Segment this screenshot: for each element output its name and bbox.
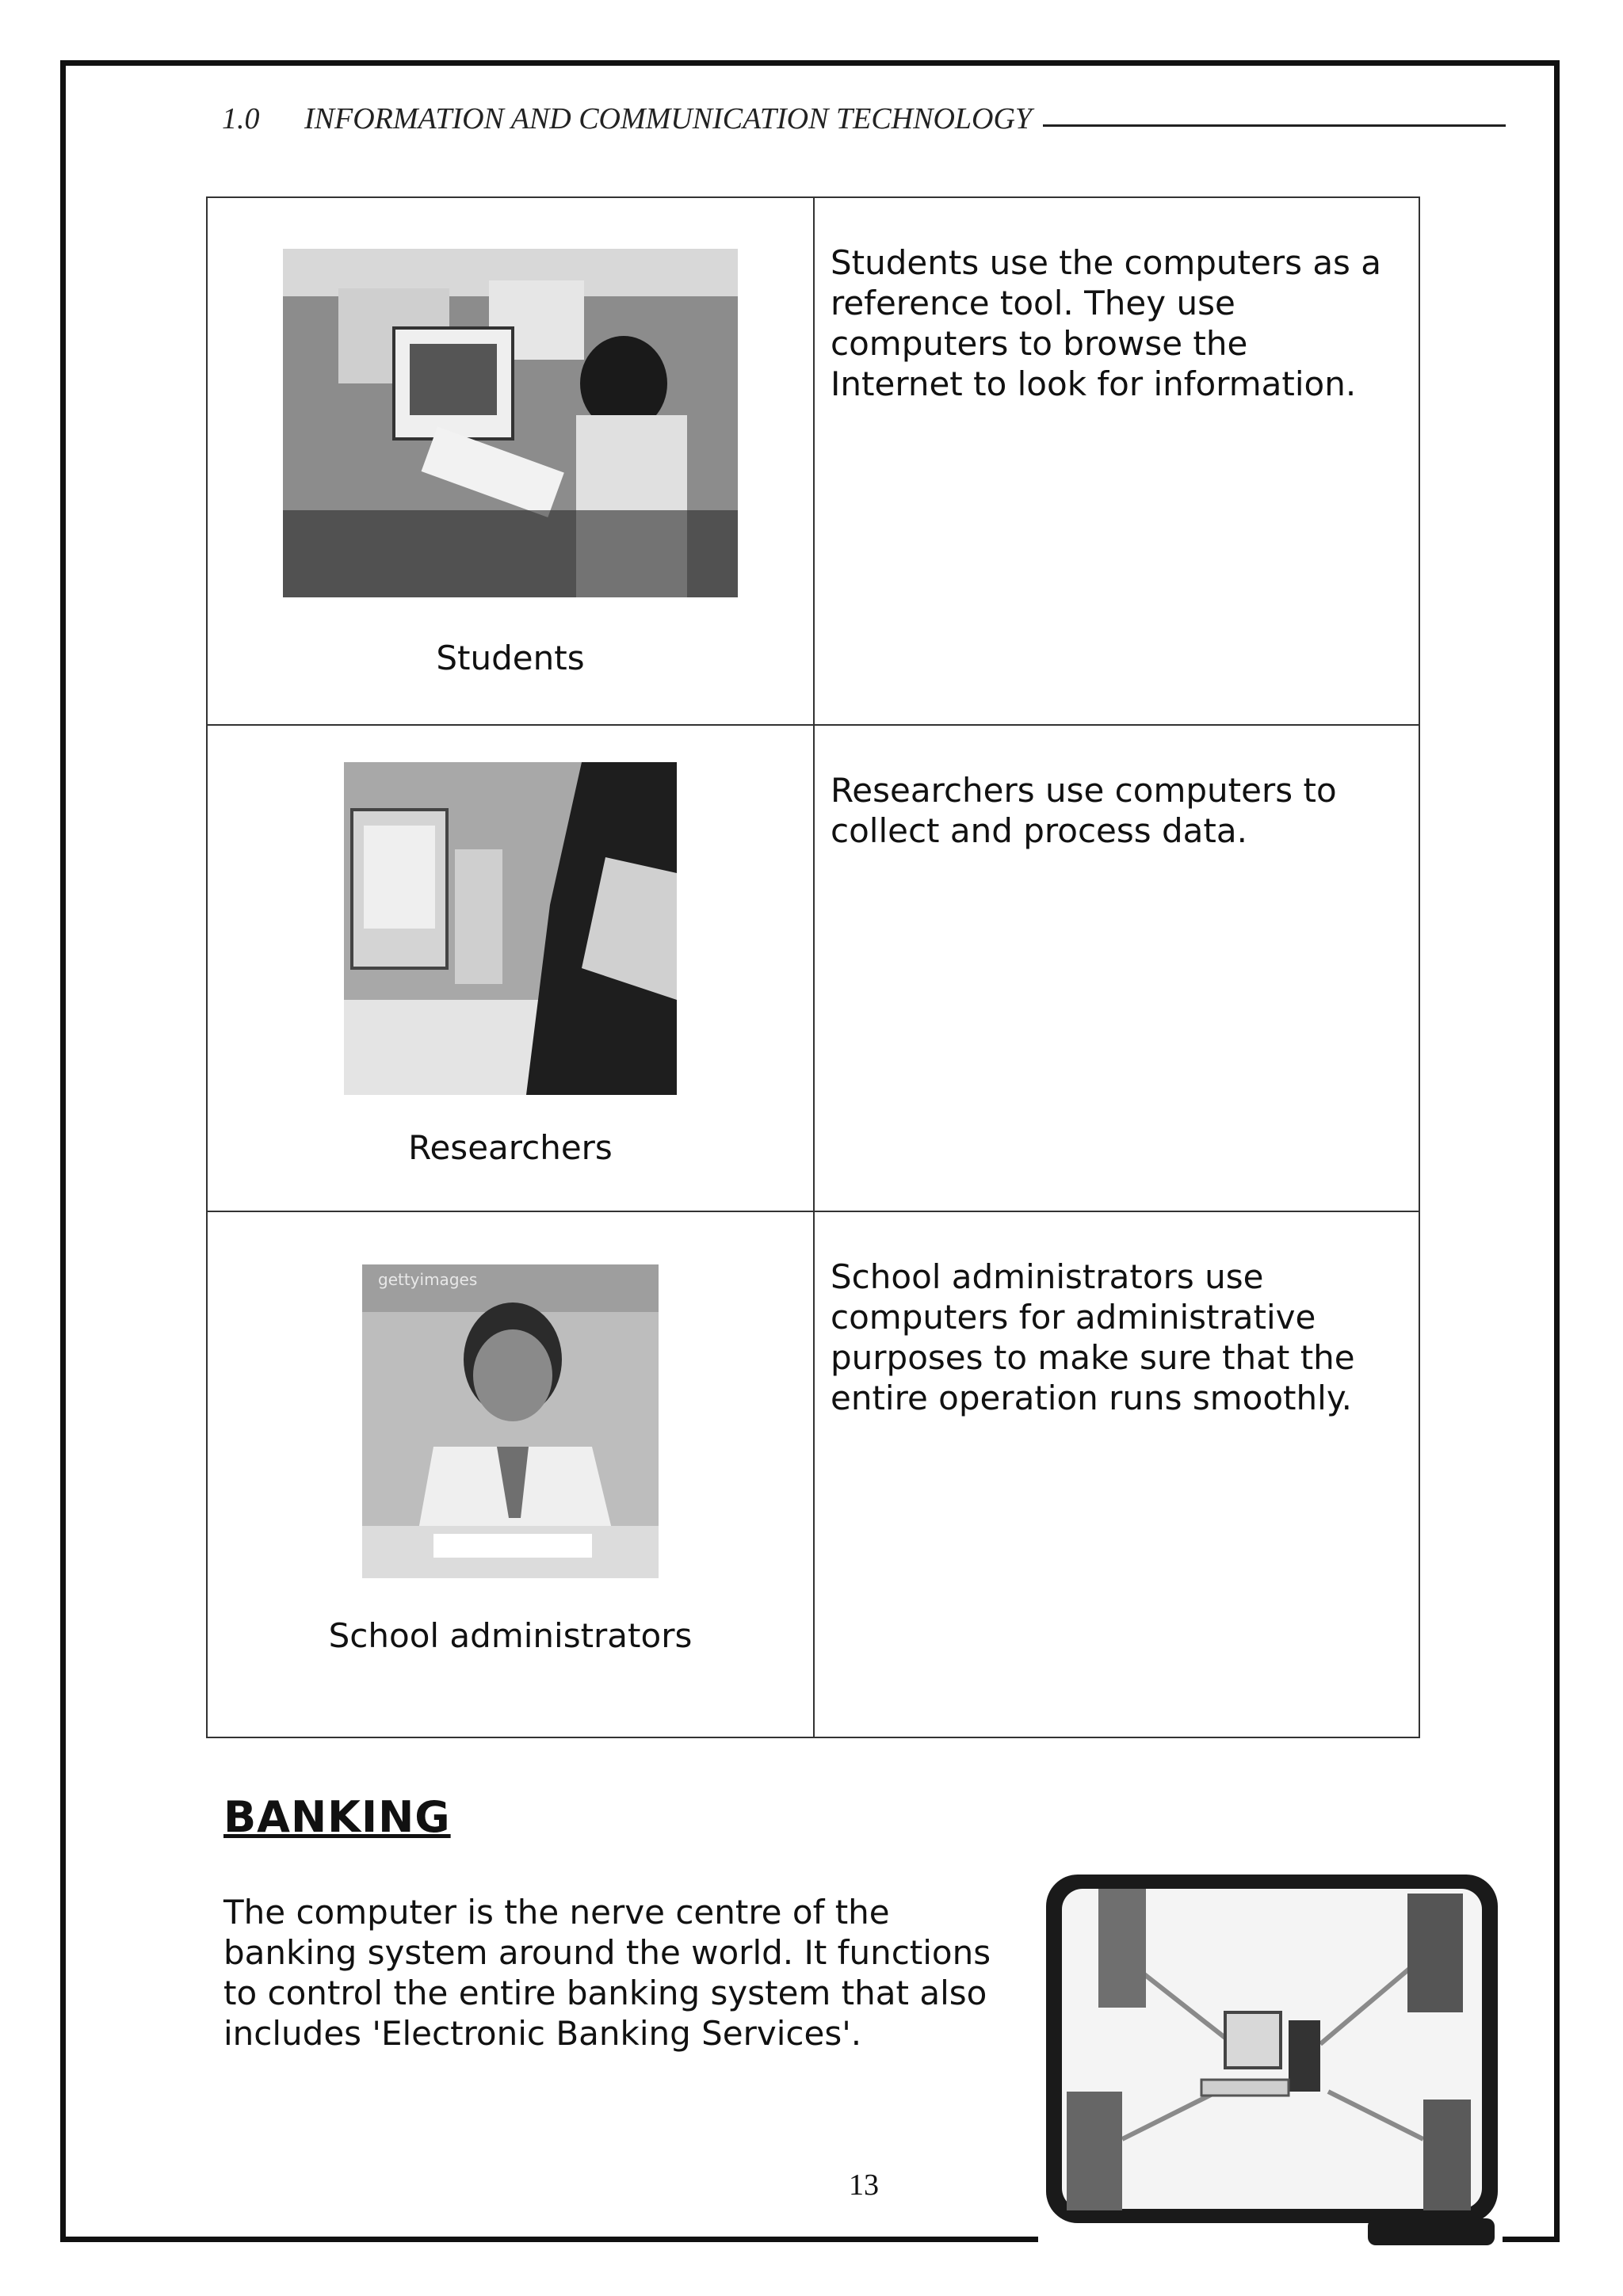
students-computer-lab-photo [283, 249, 738, 597]
table-row [207, 725, 1419, 1211]
description-cell: Researchers use computers to collect and process data. [814, 725, 1419, 1211]
banking-network-illustration [1035, 1870, 1506, 2247]
banking-paragraph: The computer is the nerve centre of the banking system around the world. It functions to control the entire banking system that also includes 'Electronic Banking Services'. [223, 1893, 991, 2053]
image-cell [207, 725, 814, 1211]
image-caption: School administrators [328, 1616, 693, 1655]
header-rule [1043, 124, 1506, 127]
image-caption: Students [436, 639, 585, 677]
researcher-lab-photo [344, 762, 677, 1095]
page-number: 13 [849, 2168, 879, 2202]
watermark-text: gettyimages [378, 1270, 478, 1289]
computer-users-table [206, 196, 1420, 1738]
image-cell [207, 1211, 814, 1737]
administrator-desk-photo [362, 1264, 659, 1578]
description-cell: School administrators use computers for administrative purposes to make sure that the entire operation runs smoothly. [814, 1211, 1419, 1737]
section-title: INFORMATION AND COMMUNICATION TECHNOLOGY [304, 102, 1033, 135]
section-header [222, 97, 1506, 136]
image-caption: Researchers [408, 1128, 613, 1167]
section-heading-banking: BANKING [223, 1792, 451, 1842]
table-row [207, 1211, 1419, 1737]
image-cell [207, 197, 814, 725]
table-row [207, 197, 1419, 725]
description-cell: Students use the computers as a reference tool. They use computers to browse the Internet to look for information. [814, 197, 1419, 725]
section-number: 1.0 [222, 102, 260, 135]
